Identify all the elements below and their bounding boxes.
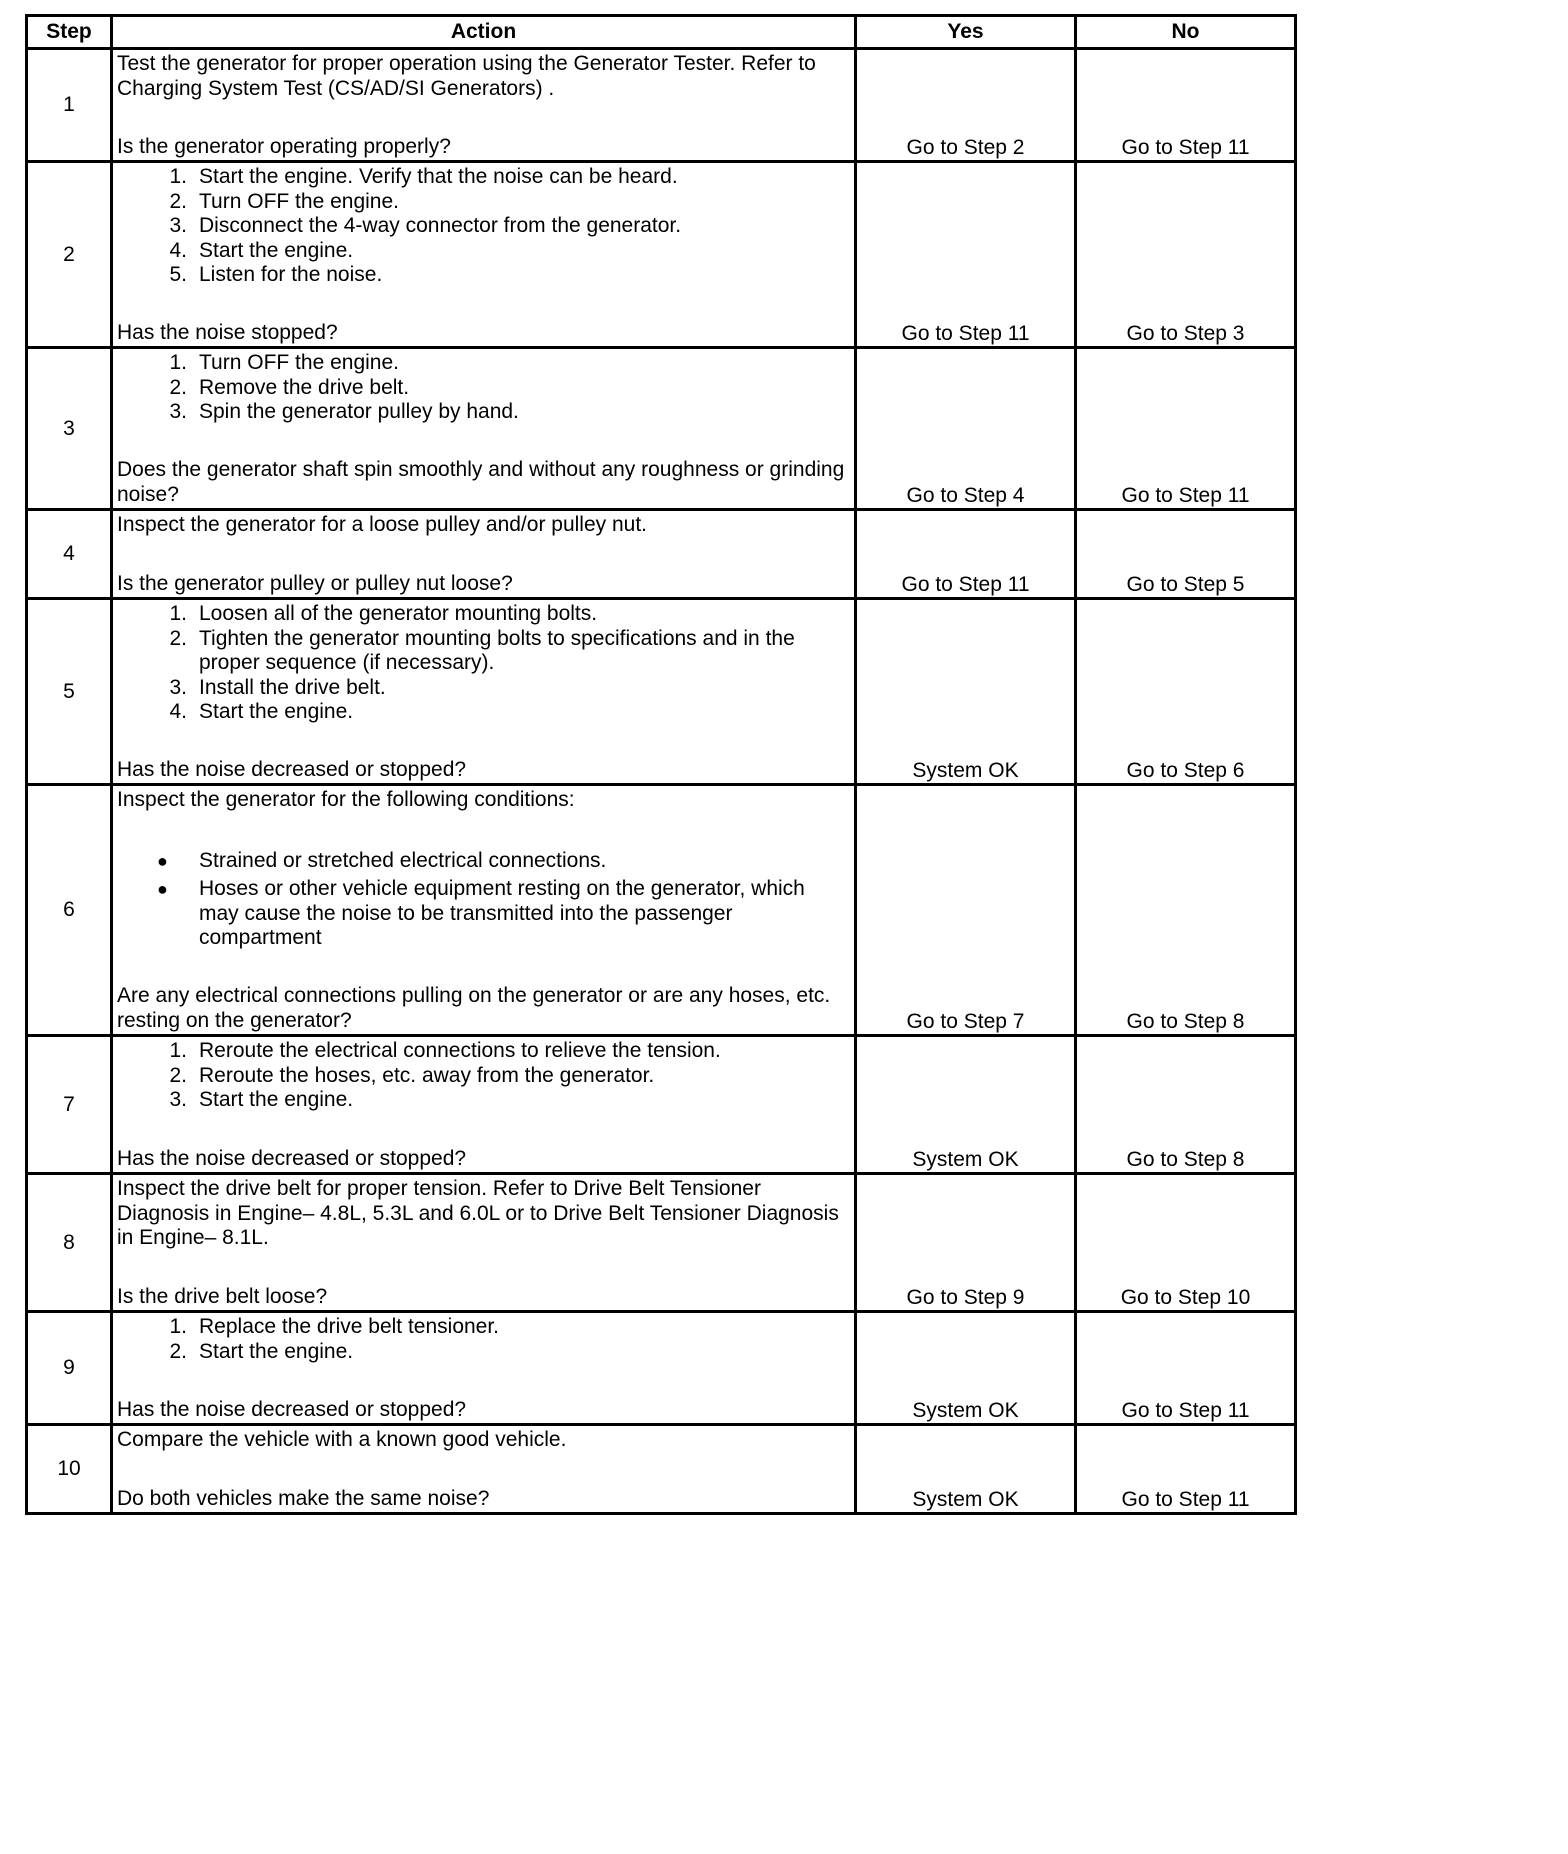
table-row	[27, 1174, 1296, 1312]
no-result: Go to Step 10	[1076, 1174, 1296, 1312]
bullet-list	[113, 849, 854, 951]
step-number: 8	[27, 1174, 112, 1312]
table-row	[27, 1036, 1296, 1174]
action-cell	[112, 162, 856, 348]
step-text: Loosen all of the generator mounting bolts.	[199, 602, 598, 625]
numbered-step	[113, 351, 854, 376]
no-result: Go to Step 8	[1076, 1036, 1296, 1174]
step-number: 4	[27, 510, 112, 599]
no-result: Go to Step 11	[1076, 1425, 1296, 1514]
action-question: Has the noise stopped?	[117, 320, 338, 344]
yes-result: System OK	[856, 599, 1076, 785]
numbered-steps	[113, 602, 854, 725]
no-result: Go to Step 11	[1076, 1312, 1296, 1425]
bullet-icon: ●	[157, 879, 168, 899]
step-text: Spin the generator pulley by hand.	[199, 400, 519, 423]
step-number: 9	[27, 1312, 112, 1425]
step-index: 3.	[169, 1088, 187, 1111]
numbered-step	[113, 1088, 854, 1113]
numbered-step	[113, 263, 854, 288]
no-result: Go to Step 8	[1076, 785, 1296, 1036]
action-question: Do both vehicles make the same noise?	[117, 1486, 490, 1510]
no-result: Go to Step 11	[1076, 348, 1296, 510]
yes-result: Go to Step 4	[856, 348, 1076, 510]
step-text: Start the engine.	[199, 238, 354, 262]
action-intro: Inspect the drive belt for proper tension. Refer to Drive Belt Tensioner Diagnosis in Engine– 4.8L, 5.3L and 6.0L or to Drive Belt Tensioner Diagnosis in Engine– 8.1L.	[117, 1177, 839, 1249]
action-question: Are any electrical connections pulling on the generator or are any hoses, etc. resting on the generator?	[117, 984, 831, 1032]
step-text: Start the engine. Verify that the noise can be heard.	[199, 165, 678, 188]
yes-result: Go to Step 2	[856, 49, 1076, 162]
header-yes: Yes	[856, 16, 1076, 49]
action-question: Has the noise decreased or stopped?	[117, 1146, 467, 1170]
diagnostic-table	[25, 14, 1297, 1515]
numbered-step	[113, 602, 854, 627]
step-text: Turn OFF the engine.	[199, 351, 399, 374]
yes-result: Go to Step 11	[856, 162, 1076, 348]
yes-result: Go to Step 11	[856, 510, 1076, 599]
action-intro: Compare the vehicle with a known good vehicle.	[117, 1428, 567, 1451]
numbered-step	[113, 1340, 854, 1365]
yes-result: System OK	[856, 1312, 1076, 1425]
numbered-step	[113, 1064, 854, 1089]
table-row	[27, 162, 1296, 348]
action-question: Does the generator shaft spin smoothly and without any roughness or grinding noise?	[117, 458, 845, 506]
table-row	[27, 1425, 1296, 1514]
yes-result: System OK	[856, 1036, 1076, 1174]
table-row	[27, 785, 1296, 1036]
action-question: Is the generator operating properly?	[117, 134, 451, 158]
step-index: 1.	[169, 165, 187, 188]
no-result: Go to Step 11	[1076, 49, 1296, 162]
step-index: 1.	[169, 351, 187, 374]
step-index: 2.	[169, 189, 187, 213]
step-index: 2.	[169, 1339, 187, 1363]
step-text: Start the engine.	[199, 700, 354, 723]
numbered-steps	[113, 1315, 854, 1364]
header-row	[27, 16, 1296, 49]
step-text: Turn OFF the engine.	[199, 189, 399, 213]
numbered-steps	[113, 1039, 854, 1113]
action-cell	[112, 49, 856, 162]
table-row	[27, 49, 1296, 162]
yes-result: Go to Step 9	[856, 1174, 1076, 1312]
step-index: 2.	[169, 626, 187, 650]
header-action: Action	[112, 16, 856, 49]
step-text: Install the drive belt.	[199, 675, 386, 699]
table-row	[27, 510, 1296, 599]
bullet-item	[113, 849, 854, 874]
bullet-icon: ●	[157, 850, 168, 871]
step-text: Reroute the electrical connections to relieve the tension.	[199, 1039, 721, 1062]
numbered-step	[113, 1315, 854, 1340]
action-cell	[112, 1036, 856, 1174]
table-row	[27, 348, 1296, 510]
yes-result: System OK	[856, 1425, 1076, 1514]
bullet-text: Hoses or other vehicle equipment resting on the generator, which may cause the noise to be transmitted into the passenger compartment	[199, 877, 805, 949]
no-result: Go to Step 3	[1076, 162, 1296, 348]
step-index: 2.	[169, 375, 187, 399]
step-number: 6	[27, 785, 112, 1036]
action-intro: Inspect the generator for a loose pulley and/or pulley nut.	[117, 513, 648, 536]
step-index: 1.	[169, 602, 187, 625]
step-text: Listen for the noise.	[199, 263, 383, 286]
action-cell	[112, 599, 856, 785]
no-result: Go to Step 6	[1076, 599, 1296, 785]
step-text: Reroute the hoses, etc. away from the generator.	[199, 1063, 655, 1087]
numbered-step	[113, 400, 854, 425]
step-text: Start the engine.	[199, 1339, 354, 1363]
action-intro: Test the generator for proper operation using the Generator Tester. Refer to Charging System Test (CS/AD/SI Generators) .	[117, 52, 816, 100]
header-step: Step	[27, 16, 112, 49]
step-number: 7	[27, 1036, 112, 1174]
numbered-step	[113, 214, 854, 239]
step-text: Start the engine.	[199, 1088, 354, 1111]
numbered-step	[113, 700, 854, 725]
numbered-step	[113, 190, 854, 215]
step-number: 1	[27, 49, 112, 162]
table-row	[27, 599, 1296, 785]
header-no: No	[1076, 16, 1296, 49]
action-cell	[112, 1312, 856, 1425]
step-index: 5.	[169, 263, 187, 286]
action-question: Is the drive belt loose?	[117, 1284, 328, 1308]
step-index: 1.	[169, 1315, 187, 1338]
action-cell	[112, 1174, 856, 1312]
step-index: 2.	[169, 1063, 187, 1087]
action-question: Has the noise decreased or stopped?	[117, 1397, 467, 1421]
numbered-steps	[113, 351, 854, 425]
numbered-step	[113, 165, 854, 190]
bullet-text: Strained or stretched electrical connections.	[199, 848, 607, 872]
numbered-steps	[113, 165, 854, 288]
numbered-step	[113, 676, 854, 701]
step-text: Replace the drive belt tensioner.	[199, 1315, 500, 1338]
step-text: Remove the drive belt.	[199, 375, 410, 399]
bullet-item	[113, 877, 854, 951]
step-index: 4.	[169, 238, 187, 262]
numbered-step	[113, 376, 854, 401]
step-number: 10	[27, 1425, 112, 1514]
step-number: 5	[27, 599, 112, 785]
no-result: Go to Step 5	[1076, 510, 1296, 599]
action-intro: Inspect the generator for the following conditions:	[117, 788, 575, 811]
action-question: Has the noise decreased or stopped?	[117, 757, 467, 781]
step-index: 1.	[169, 1039, 187, 1062]
step-index: 3.	[169, 400, 187, 423]
step-text: Tighten the generator mounting bolts to specifications and in the proper sequence (if necessary).	[199, 626, 795, 674]
action-cell	[112, 1425, 856, 1514]
numbered-step	[113, 1039, 854, 1064]
action-cell	[112, 348, 856, 510]
action-cell	[112, 510, 856, 599]
action-question: Is the generator pulley or pulley nut loose?	[117, 571, 513, 595]
step-index: 4.	[169, 700, 187, 723]
numbered-step	[113, 627, 854, 676]
step-number: 2	[27, 162, 112, 348]
step-index: 3.	[169, 214, 187, 237]
yes-result: Go to Step 7	[856, 785, 1076, 1036]
table-row	[27, 1312, 1296, 1425]
step-text: Disconnect the 4-way connector from the generator.	[199, 214, 682, 237]
numbered-step	[113, 239, 854, 264]
action-cell	[112, 785, 856, 1036]
step-number: 3	[27, 348, 112, 510]
step-index: 3.	[169, 675, 187, 699]
